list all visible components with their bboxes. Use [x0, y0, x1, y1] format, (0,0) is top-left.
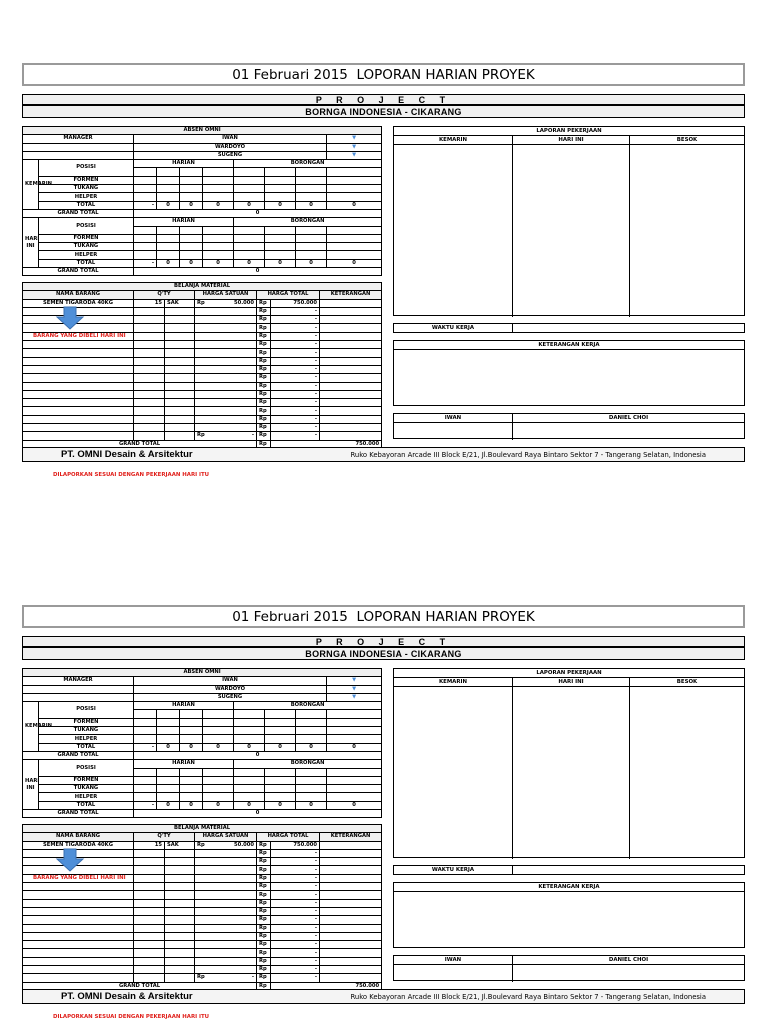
dash: -: [271, 307, 320, 315]
dash: -: [271, 399, 320, 407]
currency: Rp: [257, 949, 271, 957]
posisi-label: POSISI: [39, 760, 134, 777]
grand-total-value: 0: [134, 751, 382, 759]
item-name: SEMEN TIGARODA 40KG: [23, 841, 134, 849]
item-unit: SAK: [165, 299, 195, 307]
report-title: LOPORAN HARIAN PROYEK: [356, 66, 535, 83]
waktu-kerja-label: WAKTU KERJA: [394, 866, 513, 874]
company-footer: [22, 989, 745, 1004]
currency: Rp: [257, 357, 271, 365]
col-qty: Q'TY: [134, 833, 195, 841]
grand-total-label: GRAND TOTAL: [23, 268, 134, 276]
hari-ini-column[interactable]: [513, 687, 630, 859]
signer-daniel-choi: DANIEL CHOI: [608, 415, 649, 421]
report-title: LOPORAN HARIAN PROYEK: [356, 608, 535, 625]
table-row: [23, 891, 382, 899]
currency: Rp: [257, 932, 271, 940]
keterangan-header: KETERANGAN KERJA: [394, 883, 744, 892]
total-cell: 0: [203, 259, 234, 267]
purchase-note: BARANG YANG DIBELI HARI INI: [33, 333, 126, 339]
table-row: [23, 924, 382, 932]
currency: Rp: [257, 432, 271, 440]
role-formen: FORMEN: [39, 718, 134, 726]
role-helper: HELPER: [39, 193, 134, 201]
dash: -: [271, 365, 320, 373]
laporan-panel: [393, 668, 745, 858]
total-cell: 0: [157, 201, 180, 209]
dash: -: [271, 924, 320, 932]
currency: Rp: [257, 924, 271, 932]
item-total: 750.000: [271, 299, 320, 307]
borongan-label: BORONGAN: [234, 218, 382, 226]
price-cell: [195, 432, 257, 440]
total-cell: 0: [296, 259, 327, 267]
total-cell: -: [134, 201, 157, 209]
absen-table: [22, 668, 382, 818]
table-row: [23, 949, 382, 957]
total-cell: -: [134, 259, 157, 267]
signature-box[interactable]: [394, 965, 513, 982]
total-cell: 0: [203, 201, 234, 209]
table-row: [23, 432, 382, 440]
daily-report: [0, 542, 768, 1022]
table-row: [23, 974, 382, 982]
waktu-kerja-row: [393, 323, 745, 333]
absen-header: ABSEN OMNI: [23, 127, 382, 135]
borongan-label: BORONGAN: [234, 702, 382, 710]
total-cell: 0: [265, 801, 296, 809]
table-row: [23, 390, 382, 398]
total-cell: 0: [265, 743, 296, 751]
dash: -: [271, 974, 320, 982]
dash: -: [271, 966, 320, 974]
currency: Rp: [257, 316, 271, 324]
signature-box[interactable]: [513, 423, 744, 440]
dash: -: [271, 949, 320, 957]
keterangan-header: KETERANGAN KERJA: [394, 341, 744, 350]
currency: Rp: [197, 841, 205, 848]
dash: -: [271, 390, 320, 398]
total-cell: 0: [203, 743, 234, 751]
borongan-label: BORONGAN: [234, 160, 382, 168]
currency: Rp: [257, 957, 271, 965]
grand-total-label: GRAND TOTAL: [23, 440, 257, 448]
total-label: TOTAL: [39, 259, 134, 267]
staff-name: IWAN: [134, 135, 327, 143]
total-cell: -: [134, 743, 157, 751]
dropdown-arrow-icon[interactable]: ▼: [327, 693, 382, 701]
table-row: [23, 399, 382, 407]
keterangan-panel: [393, 340, 745, 406]
dash: -: [271, 374, 320, 382]
company-name: PT. OMNI Desain & Arsitektur: [61, 449, 193, 460]
currency: Rp: [257, 858, 271, 866]
hari-ini-column[interactable]: [513, 145, 630, 317]
manager-label: MANAGER: [23, 677, 134, 685]
dash: -: [271, 382, 320, 390]
report-title-bar: [22, 605, 745, 628]
currency: Rp: [257, 899, 271, 907]
dash: -: [271, 407, 320, 415]
dash: -: [271, 932, 320, 940]
harian-label: HARIAN: [134, 702, 234, 710]
table-row: [23, 365, 382, 373]
item-price: [195, 841, 257, 849]
signer-iwan: IWAN: [394, 414, 513, 422]
table-row: [23, 415, 382, 423]
absen-header: ABSEN OMNI: [23, 669, 382, 677]
table-row: [23, 966, 382, 974]
col-hari-ini: HARI INI: [513, 678, 630, 686]
dash: -: [271, 957, 320, 965]
currency: Rp: [257, 982, 271, 990]
col-keterangan: KETERANGAN: [320, 291, 382, 299]
total-cell: 0: [203, 801, 234, 809]
staff-name: WARDOYO: [134, 685, 327, 693]
total-cell: 0: [157, 259, 180, 267]
dropdown-arrow-icon[interactable]: ▼: [327, 685, 382, 693]
staff-name: SUGENG: [134, 693, 327, 701]
laporan-panel: [393, 126, 745, 316]
dropdown-arrow-icon[interactable]: ▼: [327, 677, 382, 685]
currency: Rp: [257, 966, 271, 974]
harian-label: HARIAN: [134, 760, 234, 768]
grand-total-value: 750.000: [271, 440, 382, 448]
table-row: [23, 916, 382, 924]
side-label-hari-ini: HARI INI: [23, 218, 39, 268]
report-title-bar: [22, 63, 745, 86]
total-cell: 0: [234, 259, 265, 267]
col-nama-barang: NAMA BARANG: [23, 833, 134, 841]
role-tukang: TUKANG: [39, 785, 134, 793]
kemarin-column[interactable]: [394, 687, 513, 859]
dash: -: [251, 432, 254, 439]
col-harga-satuan: HARGA SATUAN: [195, 291, 257, 299]
dash: -: [271, 874, 320, 882]
dash: -: [271, 941, 320, 949]
report-remark: DILAPORKAN SESUAI DENGAN PEKERJAAN HARI ITU: [53, 1014, 210, 1020]
item-unit: SAK: [165, 841, 195, 849]
company-footer: [22, 447, 745, 462]
table-row: [23, 382, 382, 390]
total-label: TOTAL: [39, 743, 134, 751]
total-cell: 0: [327, 743, 382, 751]
currency: Rp: [257, 407, 271, 415]
posisi-label: POSISI: [39, 702, 134, 719]
item-qty: 15: [134, 841, 165, 849]
col-harga-total: HARGA TOTAL: [257, 291, 320, 299]
role-formen: FORMEN: [39, 234, 134, 242]
company-address: Ruko Kebayoran Arcade III Block E/21, Jl.Boulevard Raya Bintaro Sektor 7 - Tangerang Selatan, Indonesia: [350, 992, 706, 1001]
waktu-kerja-label: WAKTU KERJA: [394, 324, 513, 332]
total-cell: 0: [327, 801, 382, 809]
dash: -: [271, 357, 320, 365]
staff-name: IWAN: [134, 677, 327, 685]
belanja-header: BELANJA MATERIAL: [23, 825, 382, 833]
project-label: P R O J E C T: [22, 94, 745, 105]
total-cell: 0: [180, 259, 203, 267]
table-row: [23, 357, 382, 365]
col-besok: BESOK: [676, 137, 698, 143]
total-cell: 0: [296, 201, 327, 209]
signature-panel: [393, 955, 745, 981]
currency: Rp: [257, 341, 271, 349]
currency: Rp: [257, 440, 271, 448]
laporan-header: LAPORAN PEKERJAAN: [394, 669, 744, 678]
total-cell: 0: [296, 743, 327, 751]
currency: Rp: [257, 365, 271, 373]
total-cell: 0: [157, 743, 180, 751]
borongan-label: BORONGAN: [234, 760, 382, 768]
dash: -: [271, 883, 320, 891]
role-formen: FORMEN: [39, 776, 134, 784]
currency: Rp: [257, 299, 271, 307]
harian-label: HARIAN: [134, 218, 234, 226]
dash: -: [271, 424, 320, 432]
currency: Rp: [257, 374, 271, 382]
signer-iwan: IWAN: [394, 956, 513, 964]
grand-total-label: GRAND TOTAL: [23, 751, 134, 759]
item-qty: 15: [134, 299, 165, 307]
purchase-note: BARANG YANG DIBELI HARI INI: [33, 875, 126, 881]
role-tukang: TUKANG: [39, 243, 134, 251]
total-cell: 0: [180, 801, 203, 809]
currency: Rp: [257, 907, 271, 915]
col-besok: BESOK: [676, 679, 698, 685]
currency: Rp: [257, 916, 271, 924]
total-cell: 0: [180, 743, 203, 751]
side-label-kemarin: KEMARIN: [23, 702, 39, 752]
absen-table: [22, 126, 382, 276]
currency: Rp: [257, 382, 271, 390]
col-qty: Q'TY: [134, 291, 195, 299]
keterangan-content[interactable]: [394, 350, 744, 407]
currency: Rp: [257, 941, 271, 949]
harian-label: HARIAN: [134, 160, 234, 168]
down-arrow-icon: [57, 849, 83, 871]
total-cell: 0: [234, 201, 265, 209]
currency: Rp: [257, 424, 271, 432]
role-helper: HELPER: [39, 793, 134, 801]
posisi-label: POSISI: [39, 160, 134, 177]
project-label: P R O J E C T: [22, 636, 745, 647]
table-row: [23, 907, 382, 915]
currency: Rp: [257, 390, 271, 398]
table-row: [23, 957, 382, 965]
dash: -: [271, 907, 320, 915]
dash: -: [271, 341, 320, 349]
waktu-kerja-value[interactable]: [513, 866, 744, 874]
table-row: [23, 883, 382, 891]
grand-total-label: GRAND TOTAL: [23, 982, 257, 990]
dash: -: [271, 899, 320, 907]
col-harga-satuan: HARGA SATUAN: [195, 833, 257, 841]
manager-label: MANAGER: [23, 135, 134, 143]
currency: Rp: [257, 974, 271, 982]
role-helper: HELPER: [39, 735, 134, 743]
col-harga-total: HARGA TOTAL: [257, 833, 320, 841]
project-name: BORNGA INDONESIA - CIKARANG: [22, 105, 745, 118]
item-price: [195, 299, 257, 307]
total-cell: -: [134, 801, 157, 809]
dash: -: [271, 858, 320, 866]
role-tukang: TUKANG: [39, 185, 134, 193]
grand-total-value: 0: [134, 209, 382, 217]
table-row: [23, 932, 382, 940]
dash: -: [271, 432, 320, 440]
company-address: Ruko Kebayoran Arcade III Block E/21, Jl.Boulevard Raya Bintaro Sektor 7 - Tangerang Selatan, Indonesia: [350, 450, 706, 459]
keterangan-content[interactable]: [394, 892, 744, 949]
dash: -: [271, 891, 320, 899]
total-cell: 0: [265, 201, 296, 209]
col-kemarin: KEMARIN: [394, 136, 513, 144]
col-hari-ini: HARI INI: [513, 136, 630, 144]
col-keterangan: KETERANGAN: [320, 833, 382, 841]
currency: Rp: [257, 841, 271, 849]
table-row: [23, 374, 382, 382]
currency: Rp: [197, 974, 205, 981]
price-cell: [195, 974, 257, 982]
grand-total-value: 0: [134, 268, 382, 276]
currency: Rp: [257, 415, 271, 423]
besok-column[interactable]: [630, 145, 744, 317]
dash: -: [271, 916, 320, 924]
signature-panel: [393, 413, 745, 439]
col-nama-barang: NAMA BARANG: [23, 291, 134, 299]
item-total: 750.000: [271, 841, 320, 849]
signature-box[interactable]: [513, 965, 744, 982]
total-label: TOTAL: [39, 801, 134, 809]
staff-name: WARDOYO: [134, 143, 327, 151]
signature-box[interactable]: [394, 423, 513, 440]
total-cell: 0: [296, 801, 327, 809]
total-cell: 0: [180, 201, 203, 209]
grand-total-value: 750.000: [271, 982, 382, 990]
signer-daniel-choi: DANIEL CHOI: [608, 957, 649, 963]
report-remark: DILAPORKAN SESUAI DENGAN PEKERJAAN HARI ITU: [53, 472, 210, 478]
report-date: 01 Februari 2015: [232, 66, 348, 83]
currency: Rp: [257, 349, 271, 357]
currency: Rp: [257, 883, 271, 891]
laporan-header: LAPORAN PEKERJAAN: [394, 127, 744, 136]
side-label-hari-ini: HARI INI: [23, 760, 39, 810]
table-row: [23, 349, 382, 357]
currency: Rp: [257, 324, 271, 332]
item-name: SEMEN TIGARODA 40KG: [23, 299, 134, 307]
belanja-header: BELANJA MATERIAL: [23, 283, 382, 291]
side-label-kemarin: KEMARIN: [23, 160, 39, 210]
waktu-kerja-row: [393, 865, 745, 875]
total-cell: 0: [327, 259, 382, 267]
dropdown-arrow-icon[interactable]: ▼: [327, 135, 382, 143]
dash: -: [271, 349, 320, 357]
waktu-kerja-value[interactable]: [513, 324, 744, 332]
total-cell: 0: [265, 259, 296, 267]
table-row: [23, 424, 382, 432]
grand-total-label: GRAND TOTAL: [23, 209, 134, 217]
dash: -: [271, 324, 320, 332]
dash: -: [271, 415, 320, 423]
table-row: [23, 899, 382, 907]
currency: Rp: [257, 332, 271, 340]
col-kemarin: KEMARIN: [394, 678, 513, 686]
currency: Rp: [257, 849, 271, 857]
daily-report: [0, 0, 768, 480]
grand-total-label: GRAND TOTAL: [23, 810, 134, 818]
project-name: BORNGA INDONESIA - CIKARANG: [22, 647, 745, 660]
dash: -: [271, 332, 320, 340]
kemarin-column[interactable]: [394, 145, 513, 317]
posisi-label: POSISI: [39, 218, 134, 235]
total-cell: 0: [234, 743, 265, 751]
down-arrow-icon: [57, 307, 83, 329]
total-cell: 0: [234, 801, 265, 809]
dash: -: [271, 849, 320, 857]
dash: -: [251, 974, 254, 981]
besok-column[interactable]: [630, 687, 744, 859]
dash: -: [271, 866, 320, 874]
grand-total-value: 0: [134, 810, 382, 818]
total-label: TOTAL: [39, 201, 134, 209]
currency: Rp: [257, 399, 271, 407]
currency: Rp: [197, 299, 205, 306]
dropdown-arrow-icon[interactable]: ▼: [327, 151, 382, 159]
total-cell: 0: [157, 801, 180, 809]
table-row: [23, 407, 382, 415]
role-helper: HELPER: [39, 251, 134, 259]
currency: Rp: [257, 891, 271, 899]
dropdown-arrow-icon[interactable]: ▼: [327, 143, 382, 151]
table-row: [23, 941, 382, 949]
report-date: 01 Februari 2015: [232, 608, 348, 625]
keterangan-panel: [393, 882, 745, 948]
total-cell: 0: [327, 201, 382, 209]
price-value: 50.000: [233, 299, 254, 306]
price-value: 50.000: [233, 841, 254, 848]
dash: -: [271, 316, 320, 324]
currency: Rp: [257, 866, 271, 874]
currency: Rp: [257, 307, 271, 315]
role-formen: FORMEN: [39, 176, 134, 184]
company-name: PT. OMNI Desain & Arsitektur: [61, 991, 193, 1002]
staff-name: SUGENG: [134, 151, 327, 159]
currency: Rp: [257, 874, 271, 882]
role-tukang: TUKANG: [39, 727, 134, 735]
currency: Rp: [197, 432, 205, 439]
table-row: [23, 341, 382, 349]
